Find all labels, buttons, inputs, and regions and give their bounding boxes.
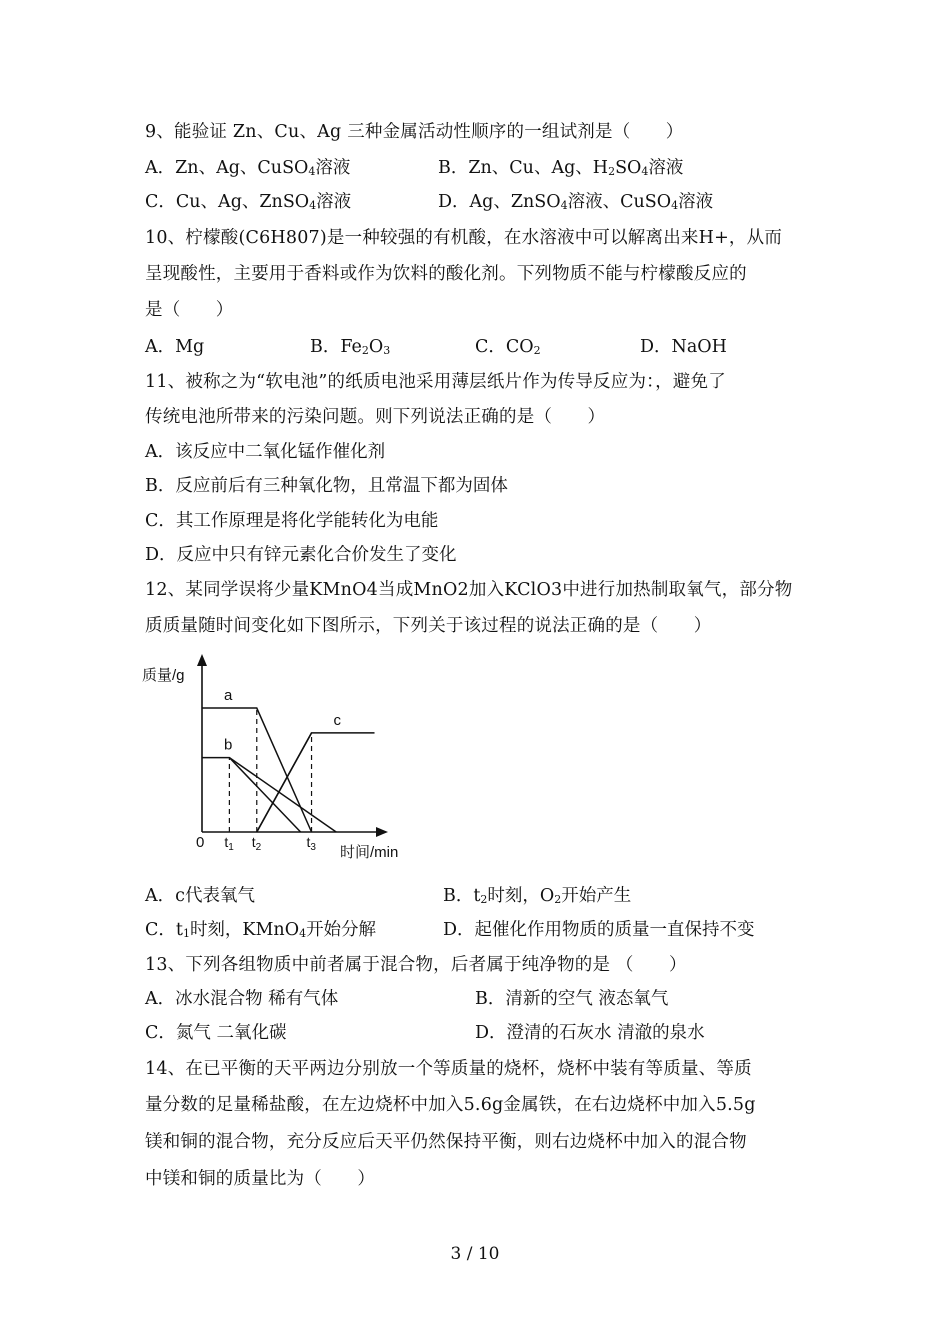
series-label-c: c <box>333 711 342 729</box>
x-tick-label-3: $t_3$ <box>306 834 316 853</box>
q9-option-a: A．Zn、Ag、CuSO$_4$溶液 <box>145 158 351 178</box>
q14-stem-line1: 14、在已平衡的天平两边分别放一个等质量的烧杯，烧杯中装有等质量、等质 <box>145 1059 752 1079</box>
q10-stem-line1: 10、柠檬酸(C6H807)是一种较强的有机酸，在水溶液中可以解离出来H+，从而 <box>145 228 783 248</box>
origin-label: 0 <box>196 834 205 851</box>
series-label-b: b <box>224 736 233 754</box>
q10-option-a: A．Mg <box>145 337 205 357</box>
q12-option-b: B．$t_2$时刻，$O_2$开始产生 <box>443 886 632 906</box>
x-tick-label-2: $t_2$ <box>251 834 262 853</box>
q10-option-b: B．$Fe_2O_3$ <box>310 337 391 357</box>
x-axis-label: 时间/min <box>340 844 399 861</box>
extra-line-1 <box>229 758 336 832</box>
x-tick-label-1: $t_1$ <box>224 834 234 853</box>
q14-stem-line4: 中镁和铜的质量比为（ ） <box>145 1169 376 1189</box>
q12-option-d: D．起催化作用物质的质量一直保持不变 <box>443 920 755 940</box>
q11-stem-line2: 传统电池所带来的污染问题。则下列说法正确的是（ ） <box>145 407 606 427</box>
q10-stem-line3: 是（ ） <box>145 300 234 320</box>
q10-stem-line2: 呈现酸性，主要用于香料或作为饮料的酸化剂。下列物质不能与柠檬酸反应的 <box>145 264 747 284</box>
q12-option-c: C．$t_1$时刻，KMnO$_4$开始分解 <box>145 920 377 940</box>
page-number: 3 / 10 <box>450 1244 500 1264</box>
series-line-b <box>202 758 301 832</box>
q9-stem: 9、能验证 Zn、Cu、Ag 三种金属活动性顺序的一组试剂是（ ） <box>145 122 684 142</box>
q12-option-a: A．c代表氧气 <box>145 886 255 906</box>
q13-option-c: C．氮气 二氧化碳 <box>145 1023 287 1043</box>
q11-option-c: C．其工作原理是将化学能转化为电能 <box>145 511 439 531</box>
y-axis-arrow <box>197 654 207 666</box>
x-axis-arrow <box>376 827 388 837</box>
q13-option-d: D．澄清的石灰水 清澈的泉水 <box>475 1023 705 1043</box>
q11-stem-line1: 11、被称之为“软电池”的纸质电池采用薄层纸片作为传导反应为：，避免了 <box>145 372 726 392</box>
q9-option-b: B．Zn、Cu、Ag、$H_2SO_4$溶液 <box>438 158 684 178</box>
q9-option-c: C．Cu、Ag、ZnSO$_4$溶液 <box>145 192 352 212</box>
mass-time-chart <box>140 652 420 867</box>
q14-stem-line2: 量分数的足量稀盐酸，在左边烧杯中加入5.6g金属铁，在右边烧杯中加入5.5g <box>145 1095 756 1115</box>
q12-stem-line1: 12、某同学误将少量KMnO4当成MnO2加入KClO3中进行加热制取氧气，部分物 <box>145 580 793 600</box>
q11-option-d: D．反应中只有锌元素化合价发生了变化 <box>145 545 457 565</box>
q11-option-a: A．该反应中二氧化锰作催化剂 <box>145 442 386 462</box>
q13-stem: 13、下列各组物质中前者属于混合物，后者属于纯净物的是 （ ） <box>145 955 687 975</box>
q14-stem-line3: 镁和铜的混合物，充分反应后天平仍然保持平衡，则右边烧杯中加入的混合物 <box>145 1132 747 1152</box>
q11-option-b: B．反应前后有三种氧化物，且常温下都为固体 <box>145 476 508 496</box>
q13-option-b: B．清新的空气 液态氧气 <box>475 989 669 1009</box>
series-label-a: a <box>224 687 233 705</box>
q10-option-d: D．NaOH <box>640 337 727 357</box>
q13-option-a: A．冰水混合物 稀有气体 <box>145 989 339 1009</box>
q12-stem-line2: 质质量随时间变化如下图所示，下列关于该过程的说法正确的是（ ） <box>145 616 712 636</box>
q10-option-c: C．$CO_2$ <box>475 337 541 357</box>
q9-option-d: D．Ag、ZnSO$_4$溶液、CuSO$_4$溶液 <box>438 192 714 212</box>
y-axis-label: 质量/g <box>142 667 185 684</box>
